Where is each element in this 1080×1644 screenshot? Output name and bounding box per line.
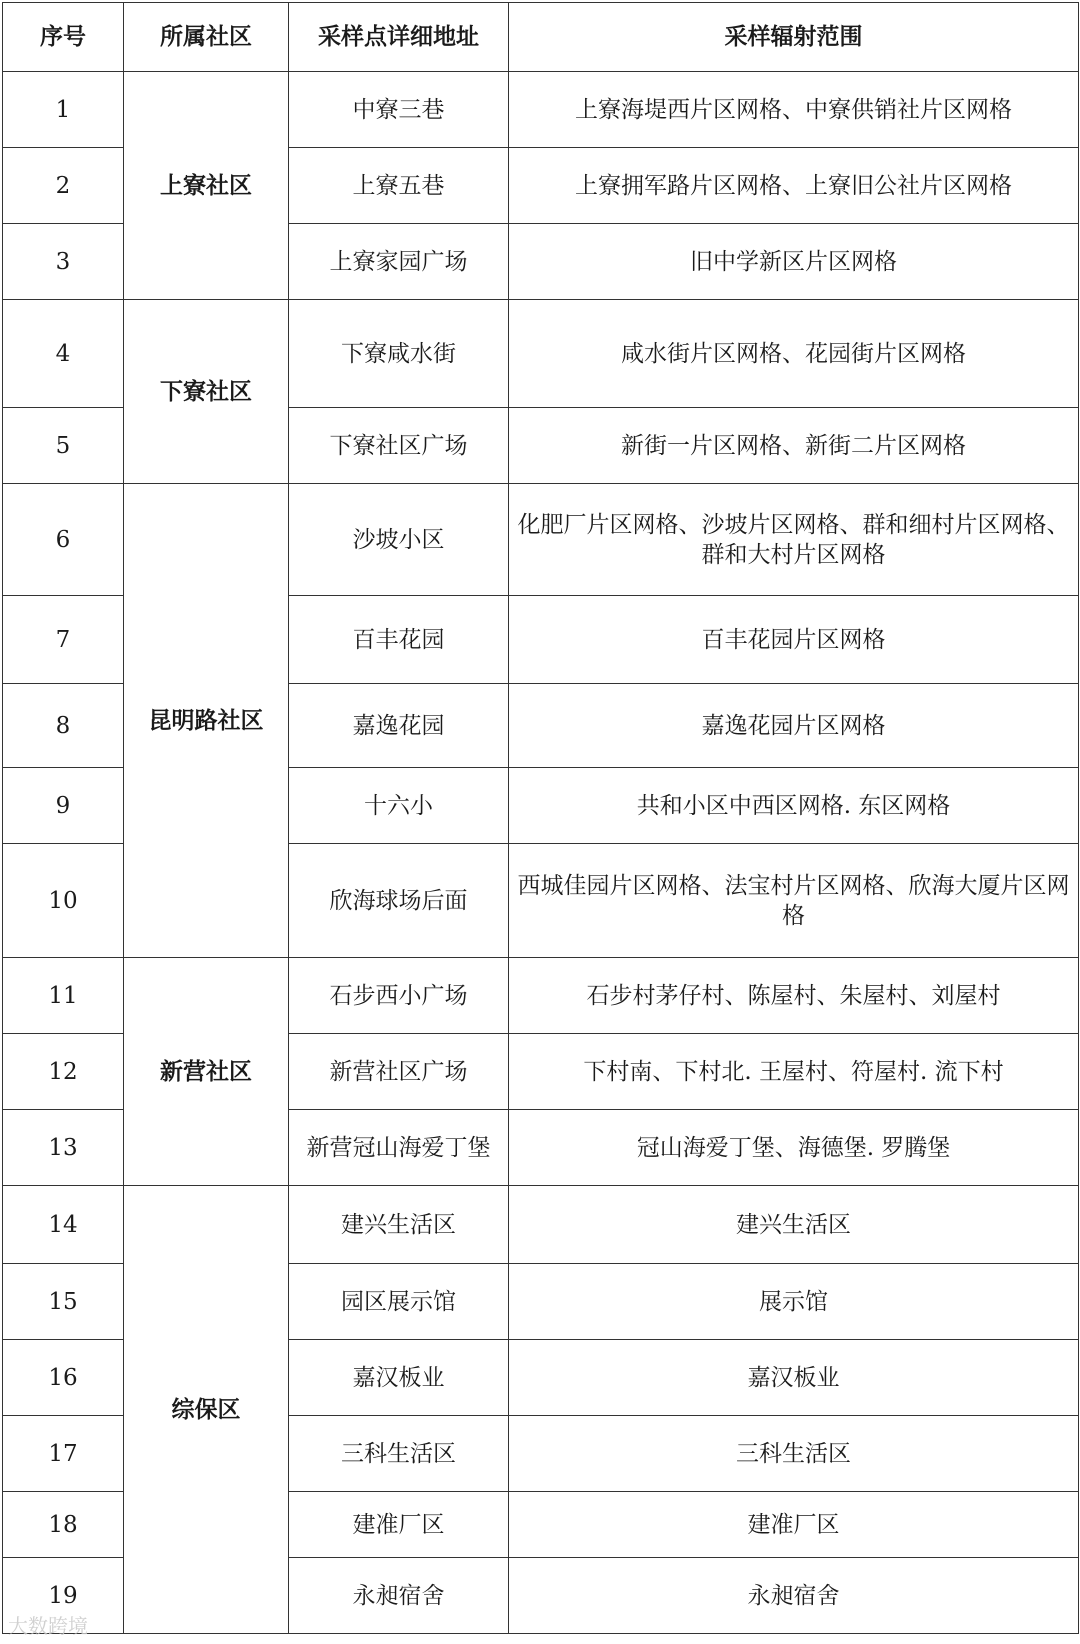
address-cell: 建兴生活区 <box>289 1186 509 1264</box>
row-index: 2 <box>3 148 124 224</box>
range-cell: 新街一片区网格、新街二片区网格 <box>509 408 1079 484</box>
range-cell: 嘉汉板业 <box>509 1340 1079 1416</box>
range-cell: 石步村茅仔村、陈屋村、朱屋村、刘屋村 <box>509 958 1079 1034</box>
header-range: 采样辐射范围 <box>509 3 1079 72</box>
address-cell: 新营社区广场 <box>289 1034 509 1110</box>
address-cell: 沙坡小区 <box>289 484 509 596</box>
address-cell: 建准厂区 <box>289 1492 509 1558</box>
row-index: 1 <box>3 72 124 148</box>
row-index: 13 <box>3 1110 124 1186</box>
address-cell: 永昶宿舍 <box>289 1558 509 1634</box>
address-cell: 中寮三巷 <box>289 72 509 148</box>
range-cell: 上寮海堤西片区网格、中寮供销社片区网格 <box>509 72 1079 148</box>
address-cell: 下寮咸水街 <box>289 300 509 408</box>
row-index: 12 <box>3 1034 124 1110</box>
address-cell: 石步西小广场 <box>289 958 509 1034</box>
row-index: 17 <box>3 1416 124 1492</box>
community-cell: 新营社区 <box>124 958 289 1186</box>
range-cell: 咸水街片区网格、花园街片区网格 <box>509 300 1079 408</box>
sampling-sites-table <box>2 2 1079 1634</box>
range-cell: 建准厂区 <box>509 1492 1079 1558</box>
address-cell: 园区展示馆 <box>289 1264 509 1340</box>
table-row <box>3 72 1079 148</box>
range-cell: 西城佳园片区网格、法宝村片区网格、欣海大厦片区网格 <box>509 844 1079 958</box>
header-index: 序号 <box>3 3 124 72</box>
row-index: 7 <box>3 596 124 684</box>
range-cell: 下村南、下村北. 王屋村、符屋村. 流下村 <box>509 1034 1079 1110</box>
community-cell: 上寮社区 <box>124 72 289 300</box>
header-row <box>3 3 1079 72</box>
address-cell: 新营冠山海爱丁堡 <box>289 1110 509 1186</box>
row-index: 8 <box>3 684 124 768</box>
address-cell: 十六小 <box>289 768 509 844</box>
address-cell: 上寮家园广场 <box>289 224 509 300</box>
address-cell: 嘉汉板业 <box>289 1340 509 1416</box>
range-cell: 三科生活区 <box>509 1416 1079 1492</box>
row-index: 14 <box>3 1186 124 1264</box>
range-cell: 旧中学新区片区网格 <box>509 224 1079 300</box>
range-cell: 冠山海爱丁堡、海德堡. 罗腾堡 <box>509 1110 1079 1186</box>
range-cell: 嘉逸花园片区网格 <box>509 684 1079 768</box>
row-index: 10 <box>3 844 124 958</box>
address-cell: 嘉逸花园 <box>289 684 509 768</box>
address-cell: 上寮五巷 <box>289 148 509 224</box>
row-index: 18 <box>3 1492 124 1558</box>
row-index: 5 <box>3 408 124 484</box>
row-index: 16 <box>3 1340 124 1416</box>
address-cell: 下寮社区广场 <box>289 408 509 484</box>
row-index: 6 <box>3 484 124 596</box>
address-cell: 三科生活区 <box>289 1416 509 1492</box>
row-index: 3 <box>3 224 124 300</box>
table-row <box>3 300 1079 408</box>
range-cell: 永昶宿舍 <box>509 1558 1079 1634</box>
header-community: 所属社区 <box>124 3 289 72</box>
range-cell: 展示馆 <box>509 1264 1079 1340</box>
range-cell: 化肥厂片区网格、沙坡片区网格、群和细村片区网格、群和大村片区网格 <box>509 484 1079 596</box>
range-cell: 上寮拥军路片区网格、上寮旧公社片区网格 <box>509 148 1079 224</box>
community-cell: 下寮社区 <box>124 300 289 484</box>
row-index: 11 <box>3 958 124 1034</box>
header-address: 采样点详细地址 <box>289 3 509 72</box>
row-index: 9 <box>3 768 124 844</box>
watermark: 大数跨境 <box>8 1614 88 1638</box>
range-cell: 建兴生活区 <box>509 1186 1079 1264</box>
table-row <box>3 1186 1079 1264</box>
range-cell: 共和小区中西区网格. 东区网格 <box>509 768 1079 844</box>
address-cell: 欣海球场后面 <box>289 844 509 958</box>
row-index: 15 <box>3 1264 124 1340</box>
row-index: 19 <box>3 1558 124 1634</box>
table-row <box>3 484 1079 596</box>
table-row <box>3 958 1079 1034</box>
range-cell: 百丰花园片区网格 <box>509 596 1079 684</box>
row-index: 4 <box>3 300 124 408</box>
community-cell: 昆明路社区 <box>124 484 289 958</box>
address-cell: 百丰花园 <box>289 596 509 684</box>
community-cell: 综保区 <box>124 1186 289 1634</box>
